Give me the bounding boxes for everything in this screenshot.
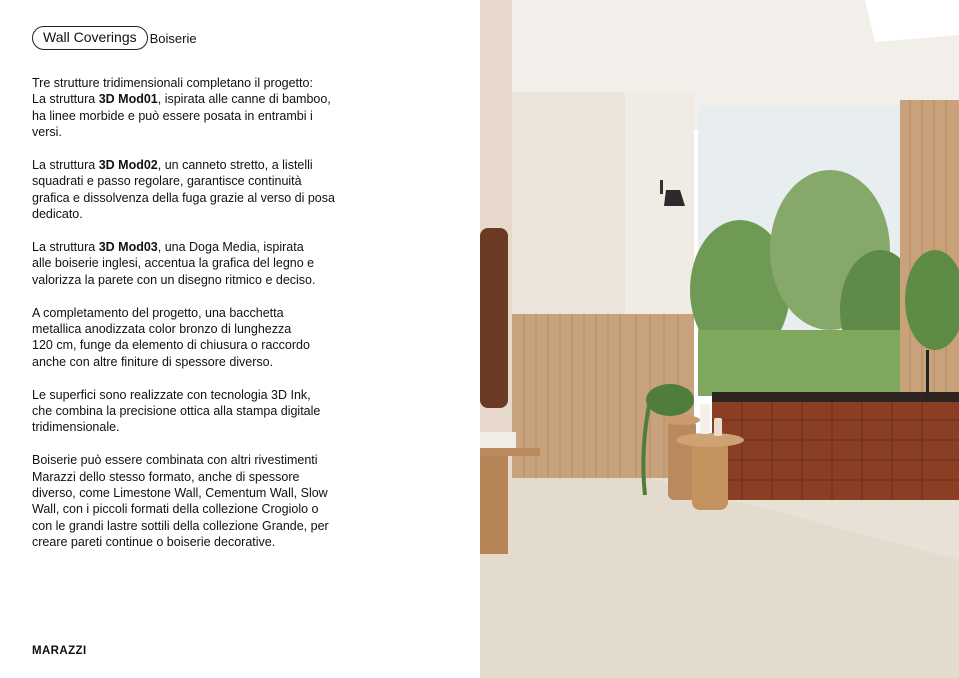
paragraph-2 — [32, 157, 372, 223]
bottle-icon — [700, 404, 710, 434]
text-line: Wall, con i piccoli formati della collezione Crogiolo o — [32, 502, 319, 517]
paragraph-1 — [32, 75, 372, 141]
text-line: grafica e dissolvenza della fuga grazie al verso di posa — [32, 190, 335, 205]
text-line-post: , una Doga Media, ispirata — [157, 240, 304, 255]
text-line: squadrati e passo regolare, garantisce continuità — [32, 174, 302, 189]
stool-front-top — [676, 433, 744, 447]
side-table-top — [480, 448, 540, 456]
text-line-pre: La struttura — [32, 92, 99, 107]
stool-back — [668, 420, 696, 500]
text-line: creare pareti continue o boiserie decorative. — [32, 535, 276, 550]
jar-icon — [714, 418, 722, 436]
side-table-leg — [480, 456, 508, 554]
text-line-post: , un canneto stretto, a listelli — [157, 158, 313, 173]
product-name: 3D Mod01 — [98, 92, 158, 107]
paragraph-3 — [32, 239, 372, 288]
text-line-pre: La struttura — [32, 240, 99, 255]
bathroom-photo — [480, 0, 959, 678]
brand-logo: MARAZZI — [32, 645, 87, 657]
text-line: ha linee morbide e può essere posata in entrambi i — [32, 108, 313, 123]
potted-plant — [646, 384, 694, 416]
category-pill[interactable]: Wall Coverings — [32, 26, 148, 50]
bathtub-rim — [712, 392, 959, 402]
product-name: 3D Mod03 — [98, 240, 158, 255]
text-line: con le grandi lastre sottili della collezione Grande, per — [32, 518, 329, 533]
breadcrumb — [32, 26, 197, 50]
text-line: che combina la precisione ottica alla stampa digitale — [32, 404, 321, 419]
text-line: tridimensionale. — [32, 420, 120, 435]
towel — [480, 228, 508, 408]
text-line-pre: La struttura — [32, 158, 99, 173]
body-text — [32, 75, 372, 567]
text-line: Le superfici sono realizzate con tecnologia 3D Ink, — [32, 387, 311, 402]
text-line: dedicato. — [32, 207, 83, 222]
text-line: 120 cm, funge da elemento di chiusura o raccordo — [32, 338, 310, 353]
paragraph-6 — [32, 452, 372, 550]
towel-stack — [480, 432, 516, 448]
product-name: 3D Mod02 — [98, 158, 158, 173]
hedge — [698, 330, 900, 396]
bathroom-illustration — [480, 0, 959, 678]
text-line: alle boiserie inglesi, accentua la grafica del legno e — [32, 256, 315, 271]
skylight — [865, 0, 959, 42]
section-label: Boiserie — [149, 30, 197, 46]
text-line: metallica anodizzata color bronzo di lunghezza — [32, 322, 292, 337]
text-line: versi. — [32, 125, 62, 140]
text-line: anche con altre finiture di spessore diverso. — [32, 354, 274, 369]
text-line-post: , ispirata alle canne di bamboo, — [157, 92, 331, 107]
faucet-icon — [926, 350, 929, 396]
stool-back-top — [664, 415, 700, 425]
text-line: valorizza la parete con un disegno ritmico e deciso. — [32, 272, 316, 287]
text-line: A completamento del progetto, una bacchetta — [32, 305, 284, 320]
wood-wall-right — [900, 100, 959, 400]
lamp-arm — [660, 180, 663, 194]
text-line: Boiserie può essere combinata con altri rivestimenti — [32, 453, 318, 468]
text-line: diverso, come Limestone Wall, Cementum Wall, Slow — [32, 486, 328, 501]
text-line: Marazzi dello stesso formato, anche di spessore — [32, 469, 300, 484]
stool-front — [692, 440, 728, 510]
paragraph-4 — [32, 305, 372, 371]
paragraph-5 — [32, 387, 372, 436]
text-line: Tre strutture tridimensionali completano il progetto: — [32, 76, 313, 90]
